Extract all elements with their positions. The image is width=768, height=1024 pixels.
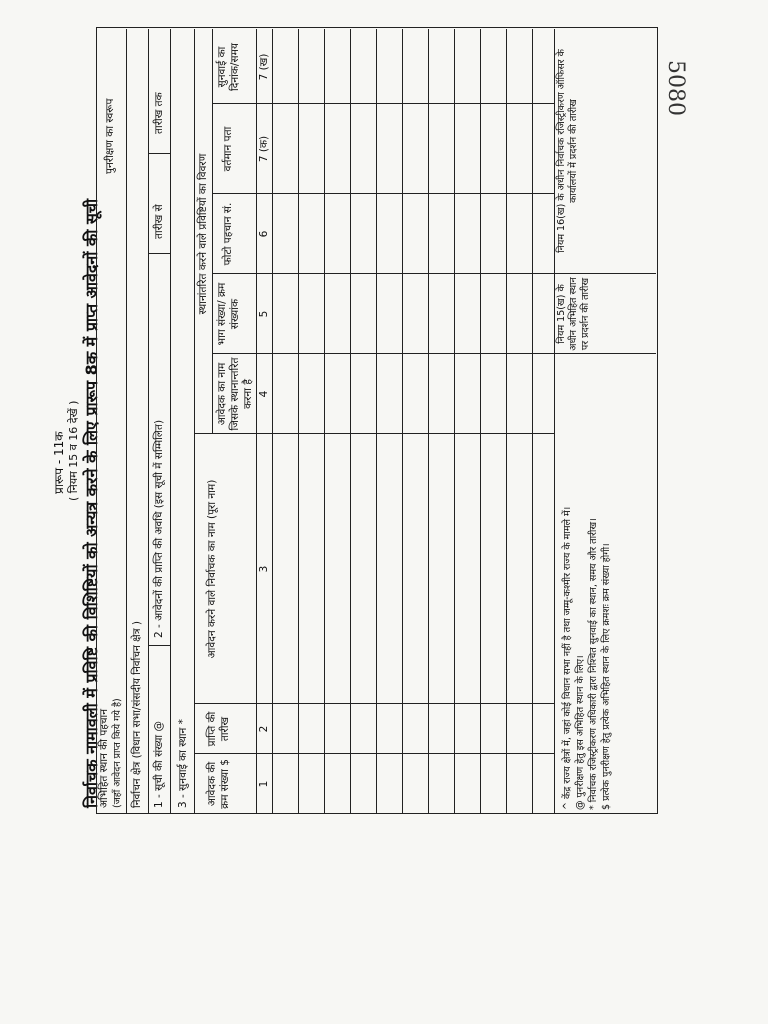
col-num-6: 6 — [258, 230, 270, 238]
col-address: वर्तमान पता — [222, 126, 234, 172]
form-sheet — [52, 28, 768, 810]
col-serial: आवेदक की क्रम संख्या $ — [206, 759, 231, 809]
footnote-3: * निर्वाचक रजिस्ट्रीकरण अधिकारी द्वारा निश्चित सुनवाई का स्थान, समय और तारीख। — [588, 518, 599, 810]
col-num-7a: 7 (क) — [258, 135, 270, 163]
date-to: तारीख तक — [153, 92, 165, 134]
receipt-period: 2 - आवेदनों की प्राप्ति की अवधि (इस सूची में सम्मिलित) — [153, 419, 165, 638]
col-num-1: 1 — [258, 780, 270, 788]
col-receipt-date: प्राप्ति की तारीख — [206, 711, 231, 747]
col-hearing-date: सुनवाई का दिनांक/समय — [216, 43, 241, 91]
handwritten-number: 5080 — [663, 60, 688, 116]
display-date-note-16b: नियम 16(ख) के अधीन निर्वाचक रजिस्ट्रीकरण ऑफिसर के कार्यालयों में प्रदर्शन की तारीख — [556, 49, 579, 253]
col-num-3: 3 — [258, 565, 270, 573]
col-applicant-name: आवेदन करने वाले निर्वाचक का नाम (पूरा नाम) — [206, 479, 218, 659]
col-num-4: 4 — [258, 390, 270, 398]
col-transfer-name: आवेदक का नाम जिसके स्थानान्तरित करना है — [216, 357, 254, 431]
date-from: तारीख से — [153, 204, 165, 239]
form-title: निर्वाचक नामावली में प्रविष्टि की विशिष्टियों को अन्यत्र करने के लिए प्रारूप 8क में प्राप्त आवेदनों की सूची — [82, 198, 101, 808]
constituency-label: निर्वाचन क्षेत्र (विधान सभा/संसदीय निर्वाचन क्षेत्र ) — [131, 621, 143, 808]
col-part-serial: भाग संख्या/ क्रम संख्यांक — [216, 282, 241, 346]
footnote-1: ^ केंद्र राज्य क्षेत्रों में, जहां कोई विधान सभा नहीं है तथा जम्मू-कश्मीर राज्य के मामले में। — [562, 506, 573, 810]
list-number: 1 - सूची की संख्या @ — [153, 721, 165, 808]
place-identification: अभिहित स्थान की पहचान (जहाँ आवेदन प्राप्त किये गये है) — [98, 698, 123, 808]
hearing-place: 3 - सुनवाई का स्थान * — [177, 719, 189, 808]
form-number: प्रारूप - 11क — [52, 431, 66, 494]
footnote-4: $ प्रत्येक पुनरीक्षण हेतु प्रत्येक अभिहित स्थान के लिए क्रमशः क्रम संख्या होगी। — [601, 543, 612, 810]
col-photo-id: फोटो पहचान सं. — [222, 202, 234, 266]
col-num-5: 5 — [258, 310, 270, 318]
col-num-7b: 7 (ख) — [258, 53, 270, 81]
display-date-note-15b: नियम 15(ख) के अधीन अभिहित स्थान पर प्रदर्शन की तारीख — [556, 277, 591, 351]
transferee-details: स्थानांतरित करने वाले प्रविष्टियों का विवरण — [197, 153, 209, 315]
revision-type: पुनरीक्षण का स्वरूप — [104, 98, 116, 174]
col-num-2: 2 — [258, 725, 270, 733]
footnote-2: @ पुनरीक्षण हेतु इस अभिहित स्थान के लिए। — [575, 655, 586, 810]
rule-reference: ( नियम 15 व 16 देखें ) — [67, 400, 80, 501]
